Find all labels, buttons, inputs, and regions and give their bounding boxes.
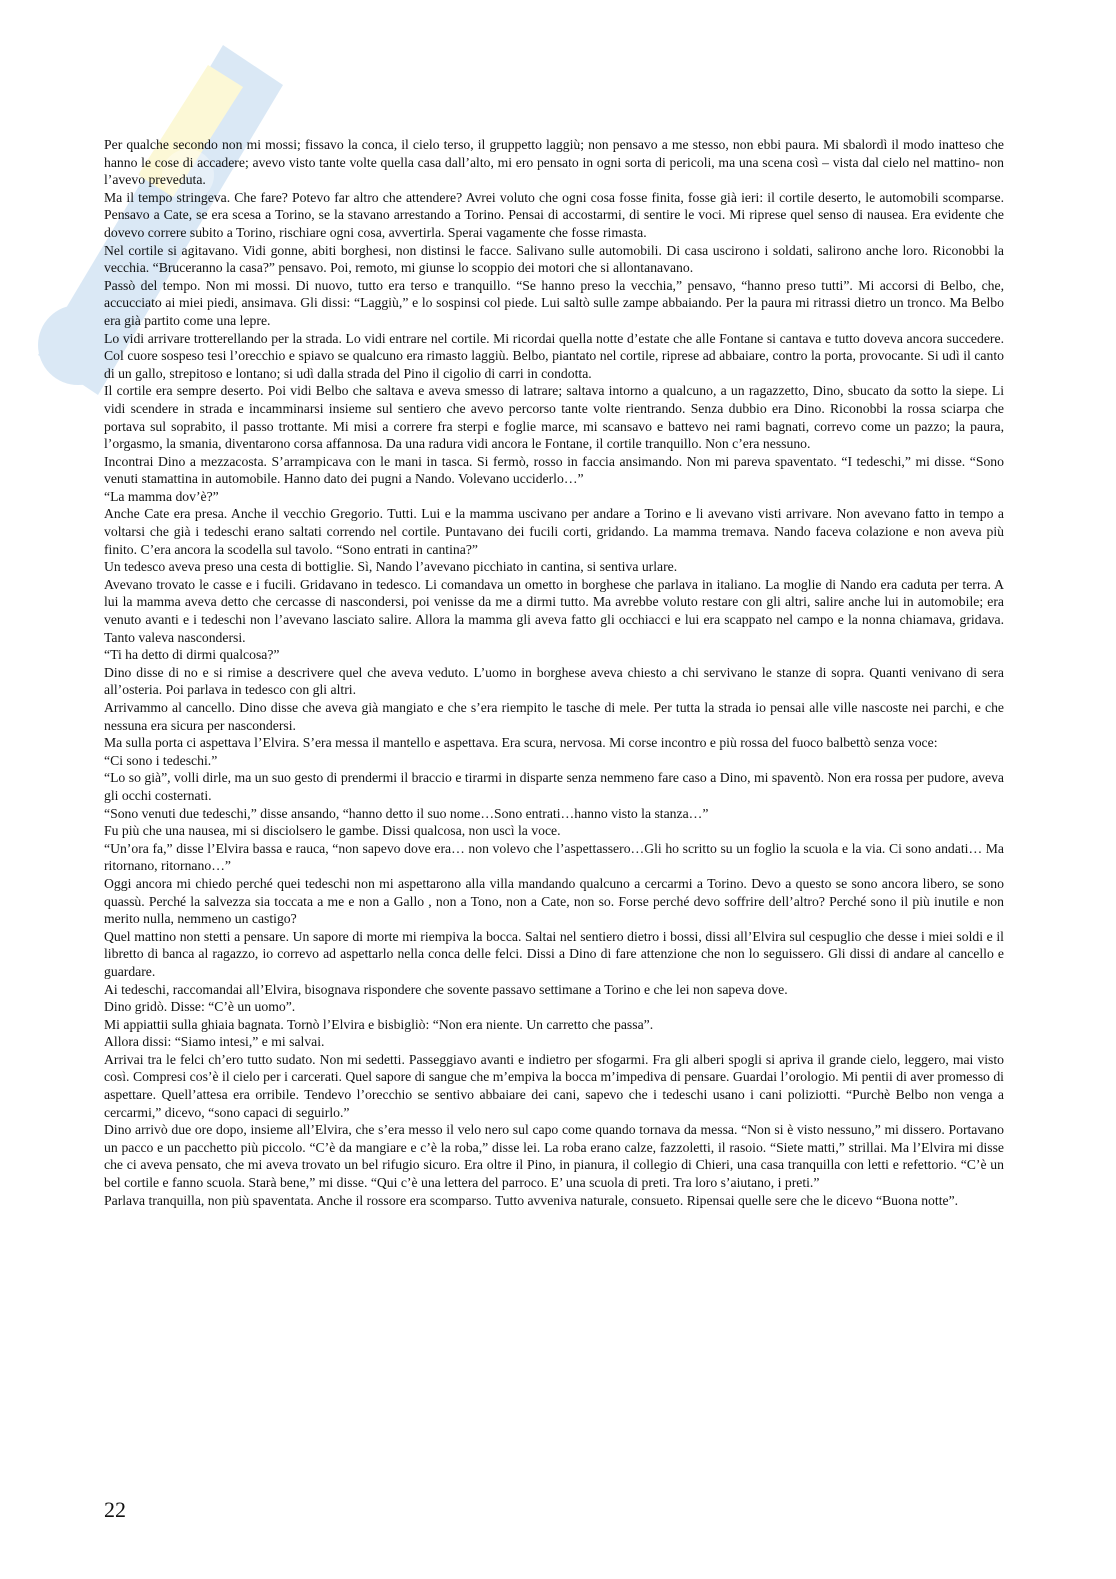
paragraph: Oggi ancora mi chiedo perché quei tedeschi non mi aspettarono alla villa mandando qualcuno a cercarmi a Torino. Devo a questo se sono ancora libero, se sono quassù. Perché la salvezza sia toccata a me e non a Gallo , non a Tono, non a Cate, non so. Forse perché devo soffrire dell’altro? Perché sono il più inutile e non merito nulla, nemmeno un castigo? [104,875,1004,927]
paragraph: Incontrai Dino a mezzacosta. S’arrampicava con le mani in tasca. Si fermò, rosso in faccia ansimando. Non mi pareva spaventato. “I tedeschi,” mi disse. “Sono venuti stamattina in automobile. Hanno dato dei pugni a Nando. Volevano ucciderlo…” [104,453,1004,487]
paragraph: Ma il tempo stringeva. Che fare? Potevo far altro che attendere? Avrei voluto che ogni cosa fosse finita, fosse già ieri: il cortile deserto, le automobili scomparse. Pensavo a Cate, se era scesa a Torino, se la stavano arrestando a Torino. Pensai di accostarmi, di sentire le voci. Mi riprese quel senso di nausea. Era evidente che dovevo correre subito a Torino, rischiare ogni cosa, avvertirla. Sperai vagamente che fosse rimasta. [104,189,1004,240]
paragraph: “Ti ha detto di dirmi qualcosa?” [104,647,280,663]
paragraph: Anche Cate era presa. Anche il vecchio Gregorio. Tutti. Lui e la mamma uscivano per andare a Torino e li avevano visti arrivare. Non avevano fatto in tempo a voltarsi che già i tedeschi erano saltati correndo nel cortile. Puntavano dei fucili corti, gridando. La mamma tremava. Nando faceva colazione e non aveva più finito. C’era ancora la scodella sul tavolo. “Sono entrati in cantina?” [104,506,1004,557]
paragraph: Dino arrivò due ore dopo, insieme all’Elvira, che s’era messo il velo nero sul capo come quando tornava da messa. “Non si è visto nessuno,” mi dissero. Portavano un pacco e un pacchetto più piccolo. “C’è da mangiare e c’è la roba,” disse lei. La roba erano calze, fazzoletti, il rasoio. “Siete matti,” strillai. Ma l’Elvira mi disse che ci aveva pensato, che mi aveva trovato un bel rifugio sicuro. Era oltre il Pino, in pianura, il collegio di Chieri, una casa tranquilla con letti e refettorio. “C’è un bel cortile e fanno scuola. Starà bene,” mi disse. “Qui c’è una lettera del parroco. E’ una scuola di preti. Tra loro s’aiutano, i preti.” [104,1122,1004,1191]
paragraph: “Ci sono i tedeschi.” [104,752,218,768]
paragraph: Un tedesco aveva preso una cesta di bottiglie. Sì, Nando l’avevano picchiato in cantina, si sentiva urlare. [104,559,678,575]
paragraph: Quel mattino non stetti a pensare. Un sapore di morte mi riempiva la bocca. Saltai nel sentiero dietro i bossi, dissi all’Elvira sul cespuglio che desse i miei soldi e il libretto di banca al ragazzo, io correvo ad aspettarlo nella conca delle felci. Dissi a Dino di fare attenzione che non lo seguissero. Gli dissi di andare al cancello e guardare. [104,928,1004,979]
paragraph: Arrivai tra le felci ch’ero tutto sudato. Non mi sedetti. Passeggiavo avanti e indietro per sfogarmi. Fra gli alberi spogli si apriva il grande cielo, leggero, mai visto così. Compresi cos’è il cielo per i carcerati. Quel sapore di sangue che m’empiva la bocca m’impediva di pensare. Guardai l’orologio. Mi pentii di aver promesso di aspettare. Quell’attesa era orribile. Tendevo l’orecchio se sentivo abbaiare dei cani, sapevo che i tedeschi usano i cani poliziotti. “Purchè Belbo non venga a cercarmi,” dicevo, “sono capaci di seguirlo.” [104,1051,1004,1120]
body-text [104,136,1004,1209]
page-number: 22 [104,1497,126,1522]
paragraph: Passò del tempo. Non mi mossi. Di nuovo, tutto era terso e tranquillo. “Se hanno preso la vecchia,” pensavo, “hanno preso tutti”. Mi accorsi di Belbo, che, accucciato ai miei piedi, ansimava. Gli dissi: “Laggiù,” e lo sospinsi col piede. Lui saltò sulle zampe abbaiando. Per la paura mi ritrassi dietro un tronco. Ma Belbo era già partito come una lepre. [104,277,1004,328]
paragraph: Per qualche secondo non mi mossi; fissavo la conca, il cielo terso, il gruppetto laggiù; non pensavo a me stesso, non ebbi paura. Mi sbalordì il modo inatteso che hanno le cose di accadere; avevo visto tante volte quella casa dall’alto, mi ero pensato in ogni sorta di pericoli, ma una scena così – vista dal cielo nel mattino- non l’avevo preveduta. [104,137,1004,188]
paragraph: Mi appiattii sulla ghiaia bagnata. Tornò l’Elvira e bisbigliò: “Non era niente. Un carretto che passa”. [104,1016,654,1032]
paragraph: Nel cortile si agitavano. Vidi gonne, abiti borghesi, non distinsi le facce. Salivano sulle automobili. Di casa uscirono i soldati, salirono anche loro. Riconobbi la vecchia. “Bruceranno la casa?” pensavo. Poi, remoto, mi giunse lo scoppio dei motori che si allontanavano. [104,242,1004,276]
paragraph: “Lo so già”, volli dirle, ma un suo gesto di prendermi il braccio e tirarmi in disparte senza nemmeno fare caso a Dino, mi spaventò. Non era rossa per pudore, aveva gli occhi costernati. [104,770,1004,803]
paragraph: Lo vidi arrivare trotterellando per la strada. Lo vidi entrare nel cortile. Mi ricordai quella notte d’estate che alle Fontane si cantava e tutto doveva ancora succedere. Col cuore sospeso tesi l’orecchio e spiavo se qualcuno era rimasto laggiù. Belbo, piantato nel cortile, riprese ad abbaiare, contro la porta, provocante. Si udì il canto di un gallo, strepitoso e lontano; si udì dalla strada del Pino il cigolio di carri in condotta. [104,330,1004,381]
paragraph: Parlava tranquilla, non più spaventata. Anche il rossore era scomparso. Tutto avveniva naturale, consueto. Ripensai quelle sere che le dicevo “Buona notte”. [104,1192,959,1208]
paragraph: Allora dissi: “Siamo intesi,” e mi salvai. [104,1034,325,1050]
paragraph: “Un’ora fa,” disse l’Elvira bassa e rauca, “non sapevo dove era… non volevo che l’aspettassero…Gli ho scritto su un foglio la scuola e la via. Ci sono andati… Ma ritornano, ritornano…” [104,840,1004,874]
paragraph: Arrivammo al cancello. Dino disse che aveva già mangiato e che s’era riempito le tasche di mele. Per tutta la strada io pensai alle ville nascoste nei parchi, e che nessuna era sicura per nascondersi. [104,700,1004,733]
paragraph: Dino disse di no e si rimise a descrivere quel che aveva veduto. L’uomo in borghese aveva chiesto a chi servivano le stanze di sopra. Quanti venivano di sera all’osteria. Poi parlava in tedesco con gli altri. [104,664,1004,698]
paragraph: “La mamma dov’è?” [104,488,219,504]
paragraph: Avevano trovato le casse e i fucili. Gridavano in tedesco. Li comandava un ometto in borghese che parlava in italiano. La moglie di Nando era caduta per terra. A lui la mamma aveva detto che cercasse di nascondersi, poi venisse da me a dirmi tutto. Ma avrebbe voluto restare con gli altri, salire anche lui in automobile; era venuto avanti e i tedeschi non l’avevano lasciato salire. Allora la mamma gli aveva fatto gli occhiacci e lui era scappato nel campo e la nonna chiamava, gridava. Tanto valeva nascondersi. [104,576,1004,645]
paragraph: Ai tedeschi, raccomandai all’Elvira, bisognava rispondere che sovente passavo settimane a Torino e che lei non sapeva dove. [104,981,788,997]
paragraph: “Sono venuti due tedeschi,” disse ansando, “hanno detto il suo nome…Sono entrati…hanno visto la stanza…” [104,805,709,821]
paragraph: Dino gridò. Disse: “C’è un uomo”. [104,999,296,1015]
paragraph: Ma sulla porta ci aspettava l’Elvira. S’era messa il mantello e aspettava. Era scura, nervosa. Mi corse incontro e più rossa del fuoco balbettò senza voce: [104,735,938,751]
paragraph: Il cortile era sempre deserto. Poi vidi Belbo che saltava e aveva smesso di latrare; saltava intorno a qualcuno, a un ragazzetto, Dino, sbucato da sotto la siepe. Li vidi scendere in strada e incamminarsi insieme sul sentiero che avevo percorso tante volte rientrando. Senza dubbio era Dino. Riconobbi la rossa sciarpa che portava sul soprabito, il passo trottante. Mi misi a correre fra sterpi e foglie marce, mi scansavo e battevo nei rami bagnati, correvo come un pazzo; la paura, l’orgasmo, la smania, diventarono corsa affannosa. Da una radura vidi ancora le Fontane, il cortile tranquillo. Non c’era nessuno. [104,383,1004,452]
paragraph: Fu più che una nausea, mi si disciolsero le gambe. Dissi qualcosa, non uscì la voce. [104,823,561,839]
